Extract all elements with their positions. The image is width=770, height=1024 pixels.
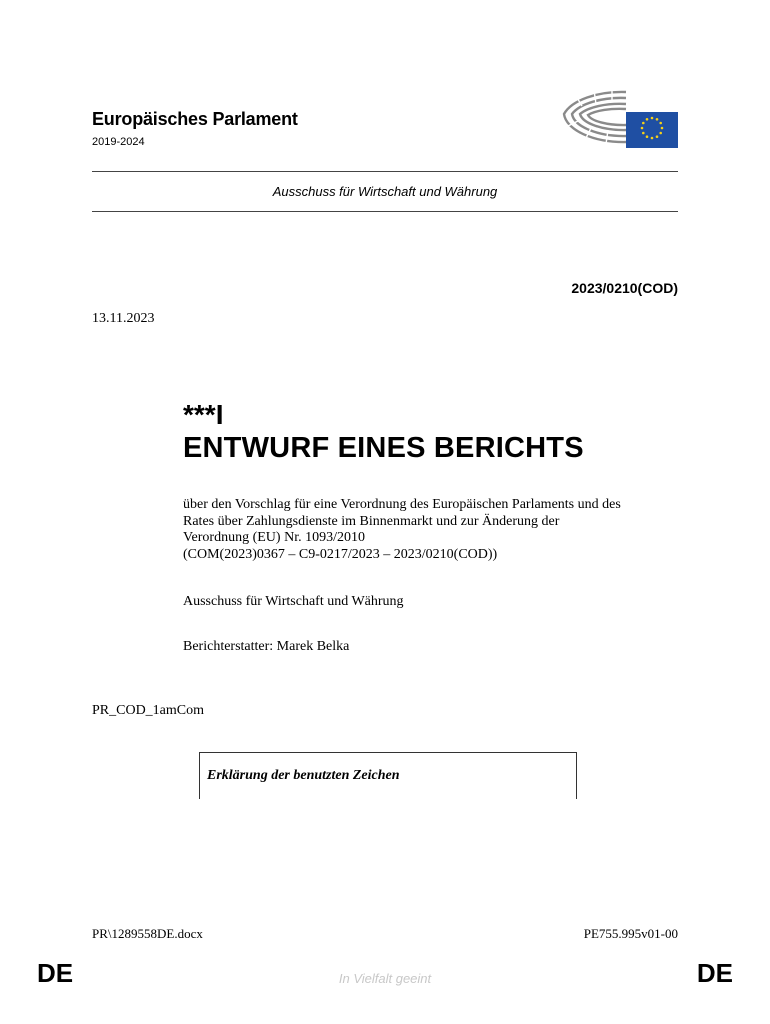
rapporteur: Berichterstatter: Marek Belka (183, 639, 350, 654)
footer-pe-number: PE755.995v01-00 (583, 926, 678, 941)
organization-name: Europäisches Parlament (92, 109, 298, 129)
footer-file-reference: PR\1289558DE.docx (92, 926, 203, 941)
header-divider-bottom (92, 211, 678, 212)
european-parliament-logo-icon (556, 84, 680, 150)
subject-line: Verordnung (EU) Nr. 1093/2010 (183, 530, 365, 545)
document-date: 13.11.2023 (92, 311, 155, 326)
subject-line: über den Vorschlag für eine Verordnung des Europäischen Parlaments und des (183, 497, 621, 512)
header-divider-top (92, 171, 678, 172)
language-code-right: DE (696, 958, 733, 988)
report-subject (183, 497, 683, 563)
document-title: ENTWURF EINES BERICHTS (183, 432, 584, 464)
subject-line: Rates über Zahlungsdienste im Binnenmarkt und zur Änderung der (183, 513, 560, 529)
responsible-committee: Ausschuss für Wirtschaft und Währung (183, 594, 404, 609)
form-code: PR_COD_1amCom (92, 703, 205, 718)
legislative-term: 2019-2024 (92, 136, 145, 148)
eu-motto: In Vielfalt geeint (338, 971, 432, 986)
legend-title: Erklärung der benutzten Zeichen (207, 768, 400, 783)
procedure-reference: 2023/0210(COD) (571, 280, 678, 296)
language-code-left: DE (37, 958, 74, 988)
committee-header: Ausschuss für Wirtschaft und Währung (272, 184, 498, 199)
procedure-stars: ***I (183, 399, 224, 430)
subject-line: (COM(2023)0367 – C9-0217/2023 – 2023/0210(COD)) (183, 546, 498, 562)
